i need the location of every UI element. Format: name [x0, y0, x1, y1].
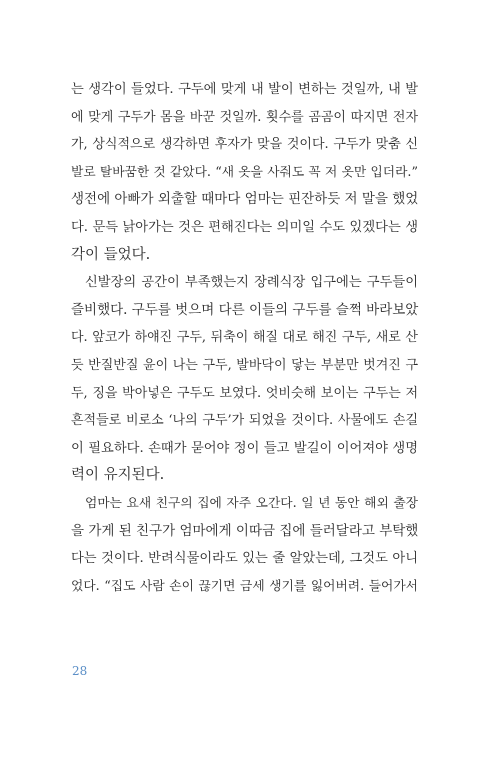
text-line: 엄마는 요새 친구의 집에 자주 오간다. 일 년 동안 해외 출장: [85, 495, 418, 511]
text-line: 는 생각이 들었다. 구두에 맞게 내 발이 변하는 것일까, 내 발: [71, 82, 418, 97]
text-line: 을 가게 된 친구가 엄마에게 이따금 집에 들러달라고 부탁했: [71, 522, 419, 539]
text-line: 발로 탈바꿈한 것 같았다. “새 옷을 사줘도 꼭 저 옷만 입더라.”: [71, 164, 418, 180]
paragraph: [71, 269, 418, 490]
text-line: 다는 것이다. 반려식물이라도 있는 줄 알았는데, 그것도 아니: [71, 551, 418, 567]
page-number: 28: [72, 664, 88, 678]
text-line: 다. 앞코가 하얘진 구두, 뒤축이 해질 대로 해진 구두, 새로 산: [71, 330, 418, 346]
text-line: 생전에 아빠가 외출할 때마다 엄마는 핀잔하듯 저 말을 했었: [71, 191, 419, 208]
text-line: 신발장의 공간이 부족했는지 장례식장 입구에는 구두들이: [85, 275, 418, 291]
text-line: 듯 반질반질 윤이 나는 구두, 발바닥이 닿는 부분만 벗겨진 구: [71, 357, 418, 373]
paragraph: [71, 490, 418, 600]
text-line: 두, 징을 박아넣은 구두도 보였다. 엇비슷해 보이는 구두는 저: [71, 385, 418, 401]
text-line: 각이 들었다.: [71, 246, 151, 263]
body-text: [71, 76, 418, 600]
text-line: 가, 상식적으로 생각하면 후자가 맞을 것이다. 구두가 맞춤 신: [71, 137, 418, 153]
text-line: 에 맞게 구두가 몸을 바꾼 것일까. 횟수를 곰곰이 따지면 전자: [71, 109, 418, 125]
text-line: 즐비했다. 구두를 벗으며 다른 이들의 구두를 슬쩍 바라보았: [71, 301, 419, 318]
text-line: 력이 유지된다.: [71, 467, 165, 484]
text-line: 흔적들로 비로소 ‘나의 구두’가 되었을 것이다. 사물에도 손길: [71, 413, 418, 429]
text-line: 이 필요하다. 손때가 묻어야 정이 들고 발길이 이어져야 생명: [71, 440, 418, 456]
paragraph: [71, 76, 418, 269]
text-line: 었다. “집도 사람 손이 끊기면 금세 생기를 잃어버려. 들어가서: [71, 578, 418, 594]
text-line: 다. 문득 낡아가는 것은 편해진다는 의미일 수도 있겠다는 생: [71, 219, 418, 235]
